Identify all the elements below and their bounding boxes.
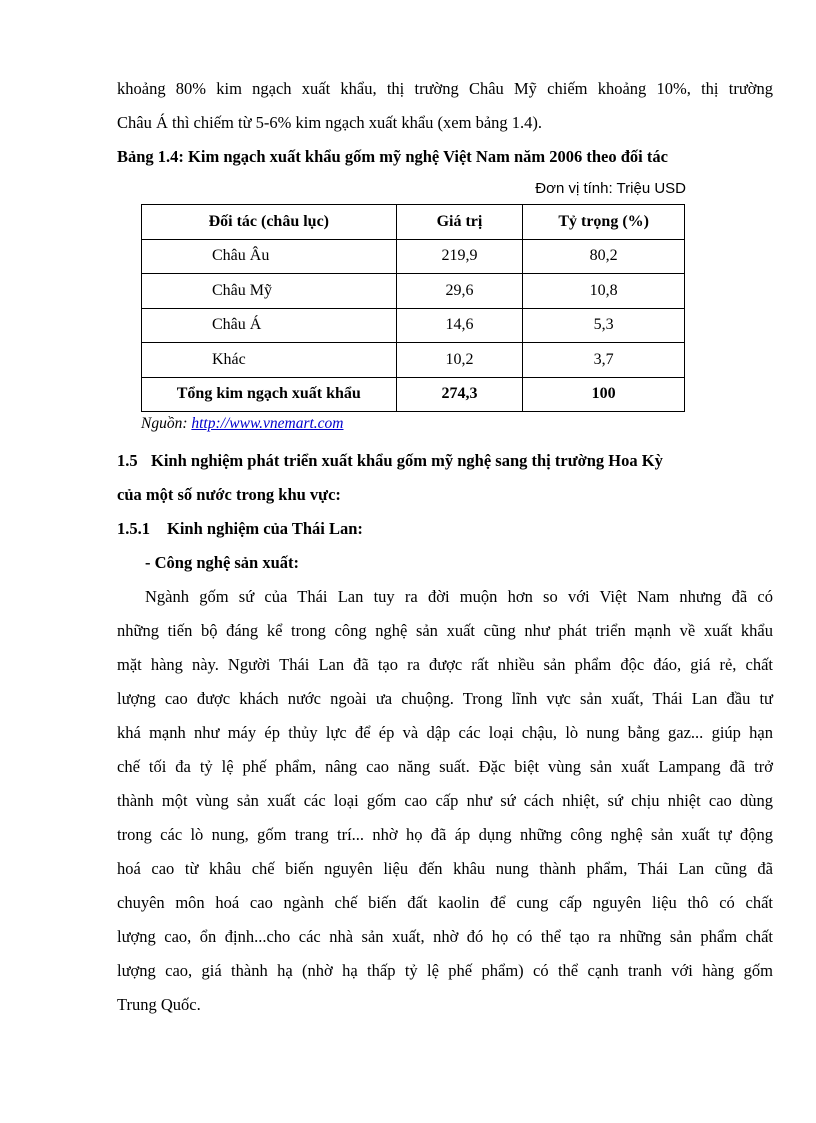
value-cell: 10,2: [396, 343, 523, 378]
section-heading-1-5-1: [117, 512, 773, 546]
header-share: Tỷ trọng (%): [523, 205, 685, 240]
source-note: [141, 412, 773, 436]
paragraph-line: chuyên môn hoá cao ngành chế biến đất kaolin để cung cấp nguyên liệu thô có chất: [117, 893, 773, 912]
partner-cell: Châu Á: [142, 308, 397, 343]
total-label-cell: Tổng kim ngạch xuất khẩu: [142, 377, 397, 412]
table-row: [142, 274, 685, 309]
source-link[interactable]: http://www.vnemart.com: [191, 415, 344, 432]
table-header-row: [142, 205, 685, 240]
paragraph-line: khá mạnh như máy ép thủy lực để ép và dập các loại chậu, lò nung bằng gaz... giúp hạn: [117, 723, 773, 742]
share-cell: 80,2: [523, 239, 685, 274]
body-paragraph: [117, 580, 773, 1022]
table-total-row: [142, 377, 685, 412]
header-partner: Đối tác (châu lục): [142, 205, 397, 240]
table-row: [142, 343, 685, 378]
export-table: [141, 204, 685, 412]
partner-cell: Khác: [142, 343, 397, 378]
paragraph-line: lượng cao, giá thành hạ (nhờ hạ thấp tỷ lệ phế phẩm) có thể cạnh tranh với hàng gốm: [117, 961, 773, 980]
table-row: [142, 239, 685, 274]
paragraph-line: trong các lò nung, gốm trang trí... nhờ họ đã áp dụng những công nghệ sản xuất tự động: [117, 825, 773, 844]
paragraph-line: hoá cao từ khâu chế biến nguyên liệu đến khâu nung thành phẩm, Thái Lan cũng đã: [117, 859, 773, 878]
table-row: [142, 308, 685, 343]
total-share-cell: 100: [523, 377, 685, 412]
paragraph-line: lượng cao được khách nước ngoài ưa chuộng. Trong lĩnh vực sản xuất, Thái Lan đầu tư: [117, 689, 773, 708]
value-cell: 219,9: [396, 239, 523, 274]
total-value-cell: 274,3: [396, 377, 523, 412]
document-page: [117, 72, 773, 1022]
section-title-line: Kinh nghiệm phát triển xuất khẩu gốm mỹ nghệ sang thị trường Hoa Kỳ: [151, 451, 663, 470]
unit-label: Đơn vị tính: Triệu USD: [535, 180, 686, 197]
value-cell: 29,6: [396, 274, 523, 309]
intro-line: Châu Á thì chiếm từ 5-6% kim ngạch xuất khẩu (xem bảng 1.4).: [117, 113, 543, 132]
intro-line: khoảng 80% kim ngạch xuất khẩu, thị trường Châu Mỹ chiếm khoảng 10%, thị trường: [117, 79, 773, 98]
section-number: 1.5.1: [117, 519, 150, 538]
source-label: Nguồn:: [141, 415, 188, 432]
section-title: Kinh nghiệm của Thái Lan:: [167, 519, 363, 538]
header-value: Giá trị: [396, 205, 523, 240]
section-number: 1.5: [117, 451, 138, 470]
table-title: Bảng 1.4: Kim ngạch xuất khẩu gốm mỹ nghệ Việt Nam năm 2006 theo đối tác: [117, 147, 668, 166]
value-cell: 14,6: [396, 308, 523, 343]
paragraph-line: thành một vùng sản xuất các loại gốm cao cấp như sứ cách nhiệt, sứ chịu nhiệt cao dùng: [117, 791, 773, 810]
paragraph-line: chế tối đa tỷ lệ phế phẩm, nâng cao năng suất. Đặc biệt vùng sản xuất Lampang đã trở: [117, 757, 773, 776]
intro-paragraph: [117, 72, 773, 140]
share-cell: 5,3: [523, 308, 685, 343]
paragraph-line: những tiến bộ đáng kể trong công nghệ sản xuất cũng như phát triển mạnh về xuất khẩu: [117, 621, 773, 640]
paragraph-line: mặt hàng này. Người Thái Lan đã tạo ra được rất nhiều sản phẩm độc đáo, giá rẻ, chất: [117, 655, 773, 674]
section-heading-1-5: [117, 444, 773, 478]
share-cell: 3,7: [523, 343, 685, 378]
paragraph-line: Trung Quốc.: [117, 995, 201, 1014]
paragraph-line: Ngành gốm sứ của Thái Lan tuy ra đời muộn hơn so với Việt Nam nhưng đã có: [145, 587, 773, 606]
partner-cell: Châu Mỹ: [142, 274, 397, 309]
subheading: - Công nghệ sản xuất:: [145, 553, 300, 572]
share-cell: 10,8: [523, 274, 685, 309]
paragraph-line: lượng cao, ổn định...cho các nhà sản xuất, nhờ đó họ có thể tạo ra những sản phẩm chất: [117, 927, 773, 946]
partner-cell: Châu Âu: [142, 239, 397, 274]
section-heading-1-5-cont: của một số nước trong khu vực:: [117, 485, 341, 504]
